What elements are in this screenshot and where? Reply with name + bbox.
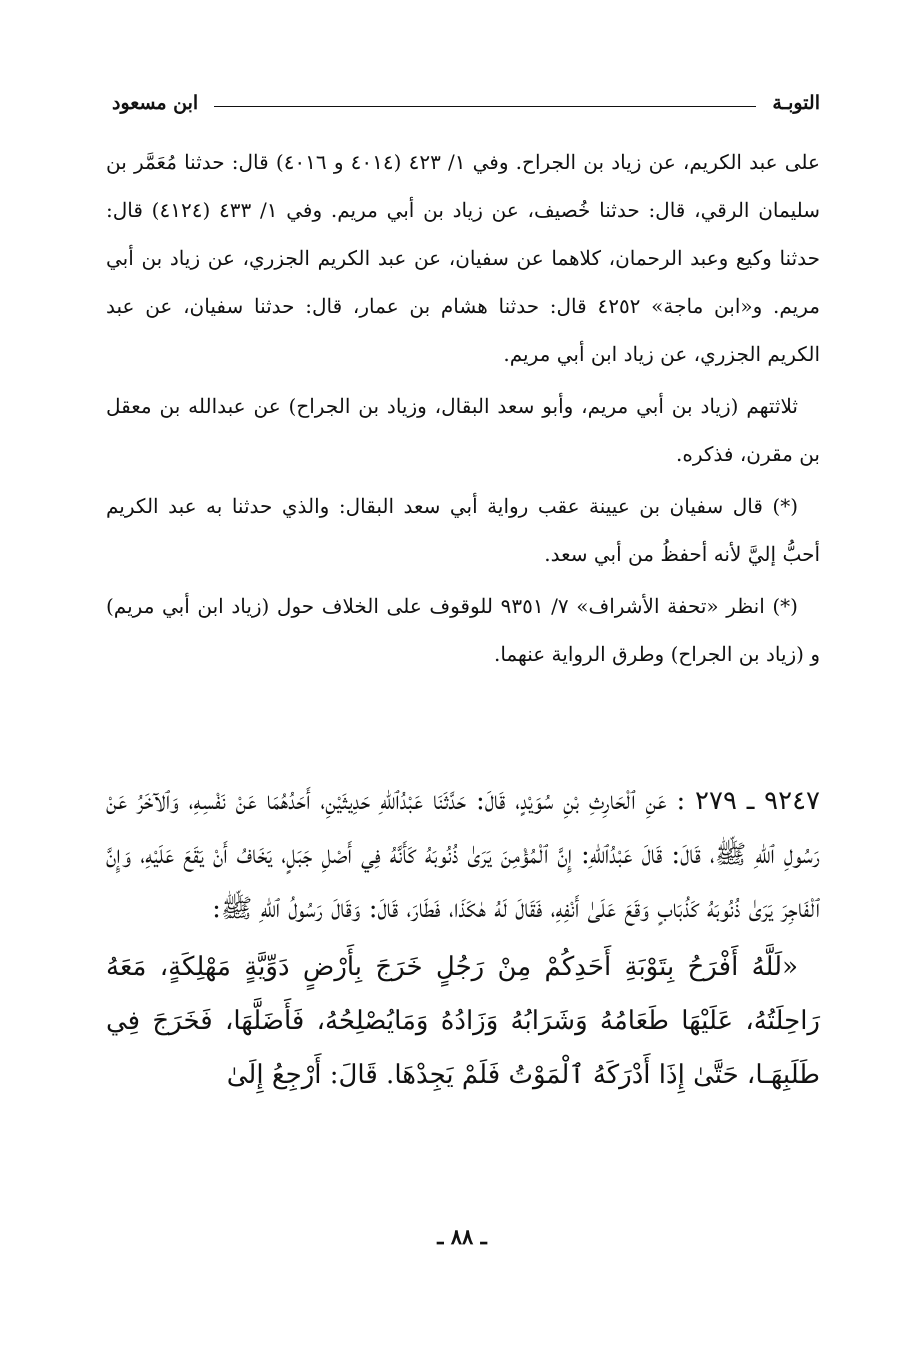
running-header: [112, 86, 820, 120]
header-section-title: ابن مسعود: [112, 92, 199, 114]
hadith-text-block: [106, 774, 820, 1106]
hadith-paragraph-1: ٩٢٤٧ ـ ٢٧٩ : عَنِ ٱلْحَارِثِ بْنِ سُوَيْدٍ، قَالَ: حَدَّثَنَا عَبْدُٱللهِ حَدِيثَيْنِ، أَحَدُهُمَا عَنْ نَفْسِهِ، وَٱلآخَرُ عَنْ رَسُولِ ٱللهِ ﷺ، قَالَ: قَالَ عَبْدُٱللهِ: إِنَّ ٱلْمُؤْمِنَ يَرَىٰ ذُنُوبَهُ كَأَنَّهُ فِي أَصْلِ جَبَلٍ، يَخَافُ أَنْ يَقَعَ عَلَيْهِ، وَإِنَّ ٱلْفَاجِرَ يَرَىٰ ذُنُوبَهُ كَذُبَابٍ وَقَعَ عَلَىٰ أَنْفِهِ، فَقَالَ لَهُ هٰكَذَا، فَطَارَ، قَالَ: وَقَالَ رَسُولُ ٱللهِ ﷺ:: [106, 786, 821, 924]
note-paragraph-1: على عبد الكريم، عن زياد بن الجراح. وفي ١/ ٤٢٣ (٤٠١٤ و ٤٠١٦) قال: حدثنا مُعَمَّر بن سليمان الرقي، قال: حدثنا خُصيف، عن زياد بن أبي مريم. وفي ١/ ٤٣٣ (٤١٢٤) قال: حدثنا وكيع وعبد الرحمان، كلاهما عن سفيان، عن عبد الكريم الجزري، عن زياد بن أبي مريم. و«ابن ماجة» ٤٢٥٢ قال: حدثنا هشام بن عمار، قال: حدثنا سفيان، عن عبد الكريم الجزري، عن زياد ابن أبي مريم.: [106, 150, 820, 366]
header-chapter-title: التوبـة: [772, 92, 820, 114]
footnotes-block: [106, 138, 820, 682]
header-rule: [214, 106, 756, 107]
page-number: ـ ٨٨ ـ: [437, 1224, 487, 1249]
hadith-paragraph-2: «لَلَّهُ أَفْرَحُ بِتَوْبَةِ أَحَدِكُمْ مِنْ رَجُلٍ خَرَجَ بِأَرْضٍ دَوِّيَّةٍ مَهْلِكَةٍ، مَعَهُ رَاحِلَتُهُ، عَلَيْهَا طَعَامُهُ وَشَرَابُهُ وَزَادُهُ وَمَايُصْلِحُهُ، فَأَضَلَّهَا، فَخَرَجَ فِي طَلَبِهَـا، حَتَّىٰ إِذَا أَدْرَكَهُ ٱلْمَوْتُ فَلَمْ يَجِدْهَا. قَالَ: أَرْجِعُ إِلَىٰ: [106, 952, 820, 1090]
note-paragraph-3: (*) قال سفيان بن عيينة عقب رواية أبي سعد البقال: والذي حدثنا به عبد الكريم أحبُّ إليَّ لأنه أحفظُ من أبي سعد.: [106, 494, 820, 566]
note-paragraph-4: (*) انظر «تحفة الأشراف» ٧/ ٩٣٥١ للوقوف على الخلاف حول (زياد ابن أبي مريم) و (زياد بن الجراح) وطرق الرواية عنهما.: [106, 594, 820, 666]
note-paragraph-2: ثلاثتهم (زياد بن أبي مريم، وأبو سعد البقال، وزياد بن الجراح) عن عبدالله بن معقل بن مقرن، فذكره.: [106, 394, 820, 466]
